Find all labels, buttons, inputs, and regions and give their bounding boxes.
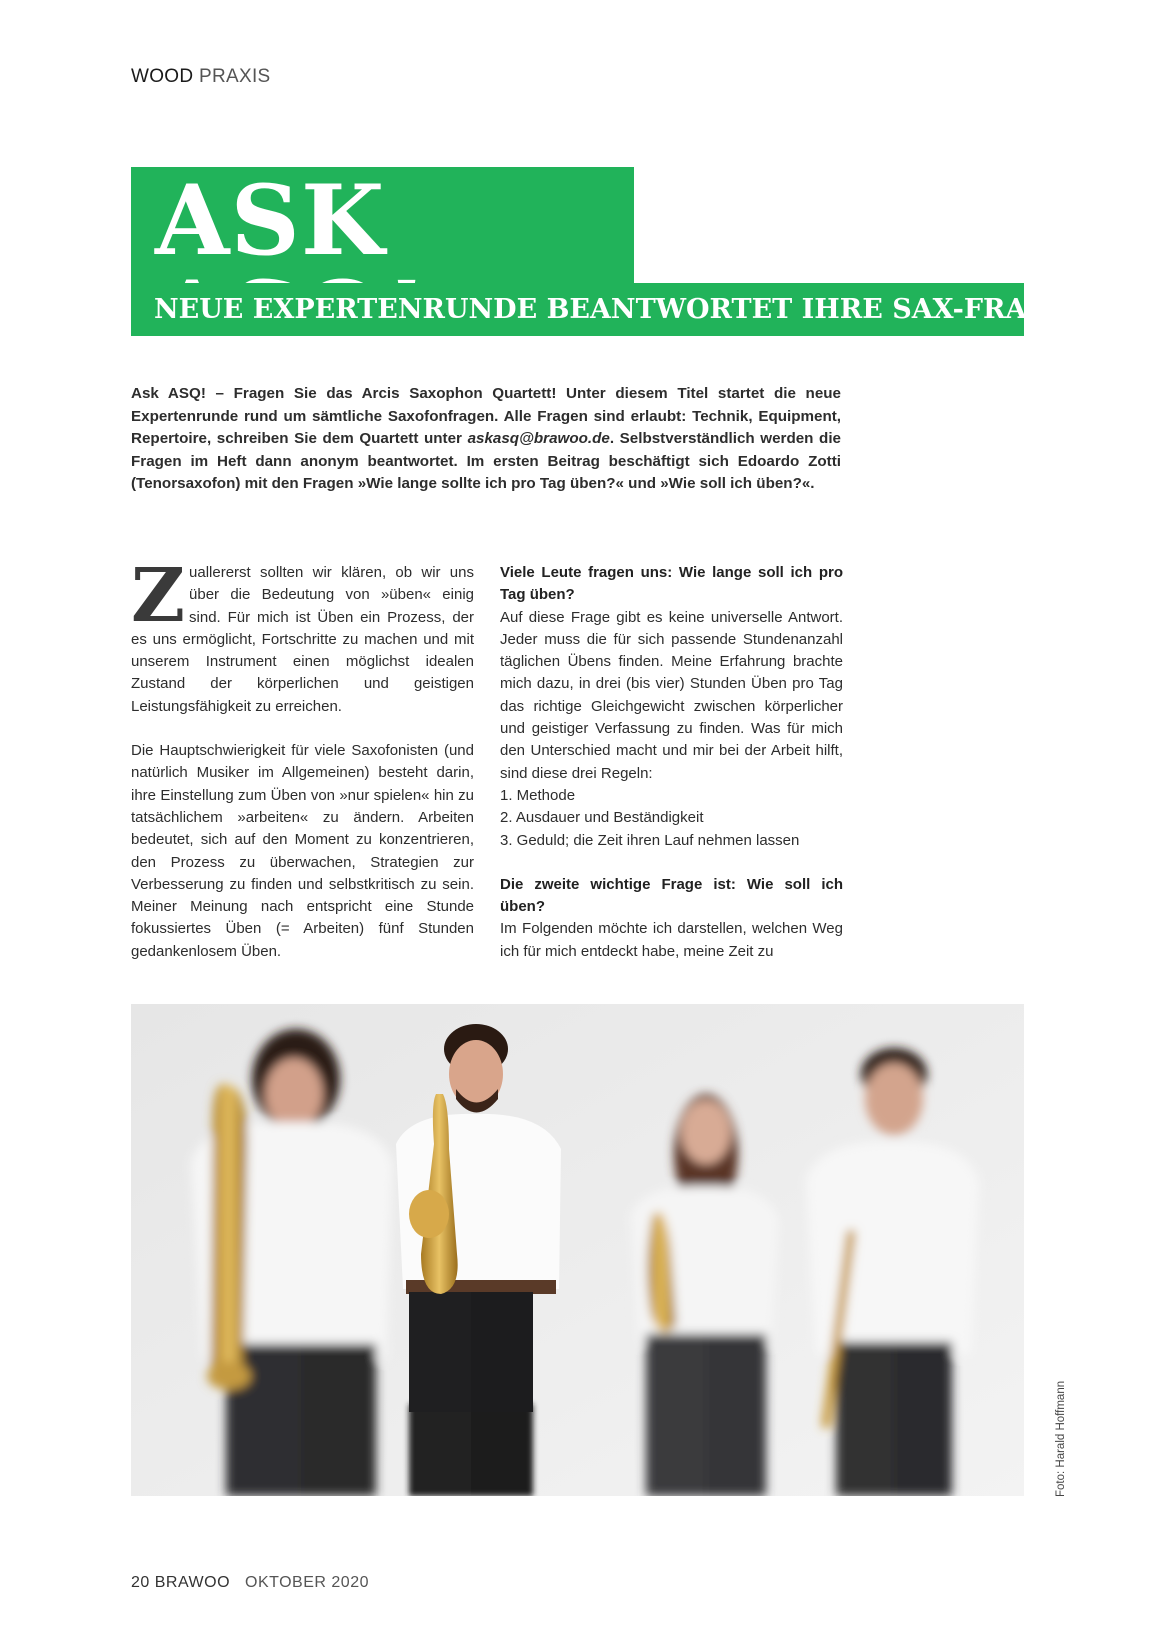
list-item: 2. Ausdauer und Beständigkeit xyxy=(500,809,704,827)
section-label xyxy=(131,66,271,88)
quartet-photo xyxy=(131,1004,1024,1496)
section-label-wood: WOOD xyxy=(131,66,194,87)
answer-paragraph-2: Im Folgenden möchte ich darstellen, welchen Weg ich für mich entdeckt habe, meine Zeit zu xyxy=(500,920,843,960)
subtitle-banner xyxy=(131,283,1095,336)
section-label-praxis: PRAXIS xyxy=(199,66,271,87)
photo-credit: Foto: Harald Hoffmann xyxy=(1055,1380,1067,1497)
rules-list xyxy=(500,785,843,852)
body-paragraph: Die Hauptschwierigkeit für viele Saxofonisten (und natürlich Musiker im Allgemeinen) besteht darin, ihre Einstellung zum Üben von »nur spielen« hin zu tatsächlichem »arbeiten« zu ändern. Arbeiten bedeutet, sich auf den Moment zu konzentrieren, den Prozess zu überwachen, Strategien zur Verbesserung zu finden und selbstkritisch zu sein. Meiner Meinung nach entspricht eine Stunde fokussiertes Üben (= Arbeiten) fünf Stunden gedankenlosem Üben. xyxy=(131,742,474,960)
musician-tenor xyxy=(409,1404,533,1496)
article-column-right xyxy=(500,562,843,963)
question-heading-1: Viele Leute fragen uns: Wie lange soll ich pro Tag üben? xyxy=(500,564,843,604)
page-number: 20 xyxy=(131,1574,150,1591)
email-link[interactable]: askasq@brawoo.de xyxy=(467,430,610,447)
article-column-left xyxy=(131,553,474,963)
drop-cap: Z xyxy=(131,553,186,639)
lead-text-part2: . Selbstverständlich werden die Fragen im Heft dann anonym beantwortet. Im ersten Beitrag beschäftigt sich Edoardo Zotti (Tenorsaxofon) mit den Fragen »Wie lange sollte ich pro Tag üben?« und »Wie soll ich üben?«. xyxy=(131,430,841,492)
list-item: 3. Geduld; die Zeit ihren Lauf nehmen lassen xyxy=(500,831,800,849)
page-title: ASK xyxy=(155,164,386,277)
intro-paragraph xyxy=(131,553,474,718)
quartet-photo-illustration xyxy=(131,1004,1024,1496)
intro-text: uallererst sollten wir klären, ob wir uns über die Bedeutung von »üben« einig sind. Für mich ist Üben ein Prozess, der es uns ermöglicht, Fortschritte zu machen und mit unserem Instrument einen möglichst idealen Zustand der körperlichen und geistigen Leistungsfähigkeit zu erreichen. xyxy=(131,564,474,715)
list-item: 1. Methode xyxy=(500,786,576,804)
issue-date: OKTOBER 2020 xyxy=(245,1574,369,1591)
magazine-name: BRAWOO xyxy=(154,1574,231,1591)
answer-paragraph-1: Auf diese Frage gibt es keine universelle Antwort. Jeder muss die für sich passende Stundenanzahl täglichen Übens finden. Meine Erfahrung brachte mich dazu, in drei (bis vier) Stunden Üben pro Tag das richtige Gleichgewicht zwischen körperlicher und geistiger Verfassung zu finden. Was für mich den Unterschied macht und mir bei der Arbeit hilft, sind diese drei Regeln: xyxy=(500,608,843,782)
page-subtitle: NEUE EXPERTENRUNDE BEANTWORTET IHRE SAX-FRAGEN xyxy=(154,294,1095,325)
question-heading-2: Die zweite wichtige Frage ist: Wie soll ich üben? xyxy=(500,875,843,916)
lead-paragraph xyxy=(131,383,841,496)
lead-text-part1: Ask ASQ! – Fragen Sie das Arcis Saxophon Quartett! Unter diesem Titel startet die neue Expertenrunde rund um sämtliche Saxofonfragen. Alle Fragen sind erlaubt: Technik, Equipment, Repertoire, schreiben Sie dem Quartett unter xyxy=(131,385,841,447)
page-footer xyxy=(131,1574,369,1592)
title-banner xyxy=(131,164,634,287)
